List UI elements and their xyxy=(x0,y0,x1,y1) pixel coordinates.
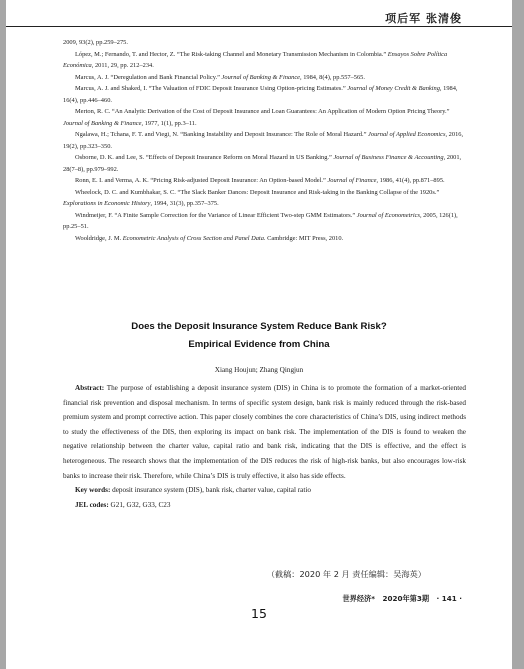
keywords-text: deposit insurance system (DIS), bank risk, charter value, capital ratio xyxy=(112,486,311,495)
reference-item: Osborne, D. K. and Lee, S. “Effects of Deposit Insurance Reform on Moral Hazard in US Banking.” Journal of Business Finance & Accounting, 2001, 28(7–8), pp.979–992. xyxy=(63,154,462,173)
running-header-authors: 项后军 张清俊 xyxy=(385,12,462,25)
keywords-label: Key words: xyxy=(75,486,111,495)
reference-item: Ronn, E. I. and Verma, A. K. “Pricing Risk-adjusted Deposit Insurance: An Option-based Model.” Journal of Finance, 1986, 41(4), pp.871–895. xyxy=(75,177,445,184)
reference-item: Marcus, A. J. “Deregulation and Bank Financial Policy.” Journal of Banking & Finance, 1984, 8(4), pp.557–565. xyxy=(75,73,365,81)
journal-footer: 世界经济* 2020年第3期 · 141 · xyxy=(342,594,462,603)
article-authors: Xiang Houjun; Zhang Qingjun xyxy=(214,366,304,374)
reference-item: 2009, 93(2), pp.259–275. xyxy=(63,39,128,46)
article-title xyxy=(46,318,472,354)
reference-item: Windmeijer, F. “A Finite Sample Correction for the Variance of Linear Efficient Two-step GMM Estimators.” Journal of Econometrics, 2005, 126(1), pp.25–51. xyxy=(63,211,458,230)
page-number: 15 xyxy=(251,606,267,621)
jel-line xyxy=(63,498,466,513)
reference-list xyxy=(63,37,466,244)
abstract-block xyxy=(63,381,466,512)
keywords-line xyxy=(63,483,466,498)
reference-item: López, M.; Fernando, T. and Hector, Z. “The Risk-taking Channel and Monetary Transmission Mechanism in Colombia.” Ensayos Sobre Política Económica, 2011, 29, pp. 212–234. xyxy=(63,50,448,69)
header-rule xyxy=(6,26,512,27)
reference-item: Wheelock, D. C. and Kumbhakar, S. C. “The Slack Banker Dances: Deposit Insurance and Risk-taking in the Banking Collapse of the 1920s.” Explorations in Economic History, 1994, 31(3), pp.357–375. xyxy=(63,188,440,207)
jel-label: JEL codes: xyxy=(75,500,109,509)
reference-item: Marcus, A. J. and Shaked, I. “The Valuation of FDIC Deposit Insurance Using Option-pricing Estimates.” Journal of Money Credit & Banking, 1984, 16(4), pp.446–460. xyxy=(63,85,458,104)
abstract-text: The purpose of establishing a deposit insurance system (DIS) in China is to promote the formation of a market-oriented financial risk prevention and disposal mechanism. In terms of specific system design, bank risk is mainly reduced through the risk-based premium system and prompt corrective action. This paper closely combines the core characteristics of China’s DIS, using indirect methods to study the effectiveness of the DIS, then exploring its impact on bank risk. The implementation of the DIS is found to weaken the negative relationship between the charter value, capital ratio and bank risk, indicating that the DIS is effective, and the effect is heterogeneous. The research shows that the implementation of the DIS reduces the risk of high-risk banks, but also encourages low-risk banks to increase their risk. Therefore, while China’s DIS is truly effective, it also has side effects. xyxy=(63,384,466,480)
reference-item: Wooldridge, J. M. Econometric Analysis of Cross Section and Panel Data. Cambridge: MIT Press, 2010. xyxy=(75,234,344,242)
title-line-1: Does the Deposit Insurance System Reduce Bank Risk? xyxy=(131,321,387,332)
journal-page xyxy=(6,0,512,669)
title-line-2: Empirical Evidence from China xyxy=(188,339,330,350)
receipt-note: （截稿：2020 年 2 月 责任编辑：吴海英） xyxy=(266,569,426,579)
reference-item: Ngalawa, H.; Tchana, F. T. and Viegi, N. “Banking Instability and Deposit Insurance: The Role of Moral Hazard.” Journal of Applied Economics, 2016, 19(2), pp.323–350. xyxy=(63,131,464,150)
abstract-label: Abstract: xyxy=(75,384,105,392)
reference-item: Merton, R. C. “An Analytic Derivation of the Cost of Deposit Insurance and Loan Guarantees: An Application of Modern Option Pricing Theory.” Journal of Banking & Finance, 1977, 1(1), pp.3–11. xyxy=(63,108,450,127)
abstract-paragraph xyxy=(63,381,466,483)
jel-text: G21, G32, G33, C23 xyxy=(110,500,171,509)
